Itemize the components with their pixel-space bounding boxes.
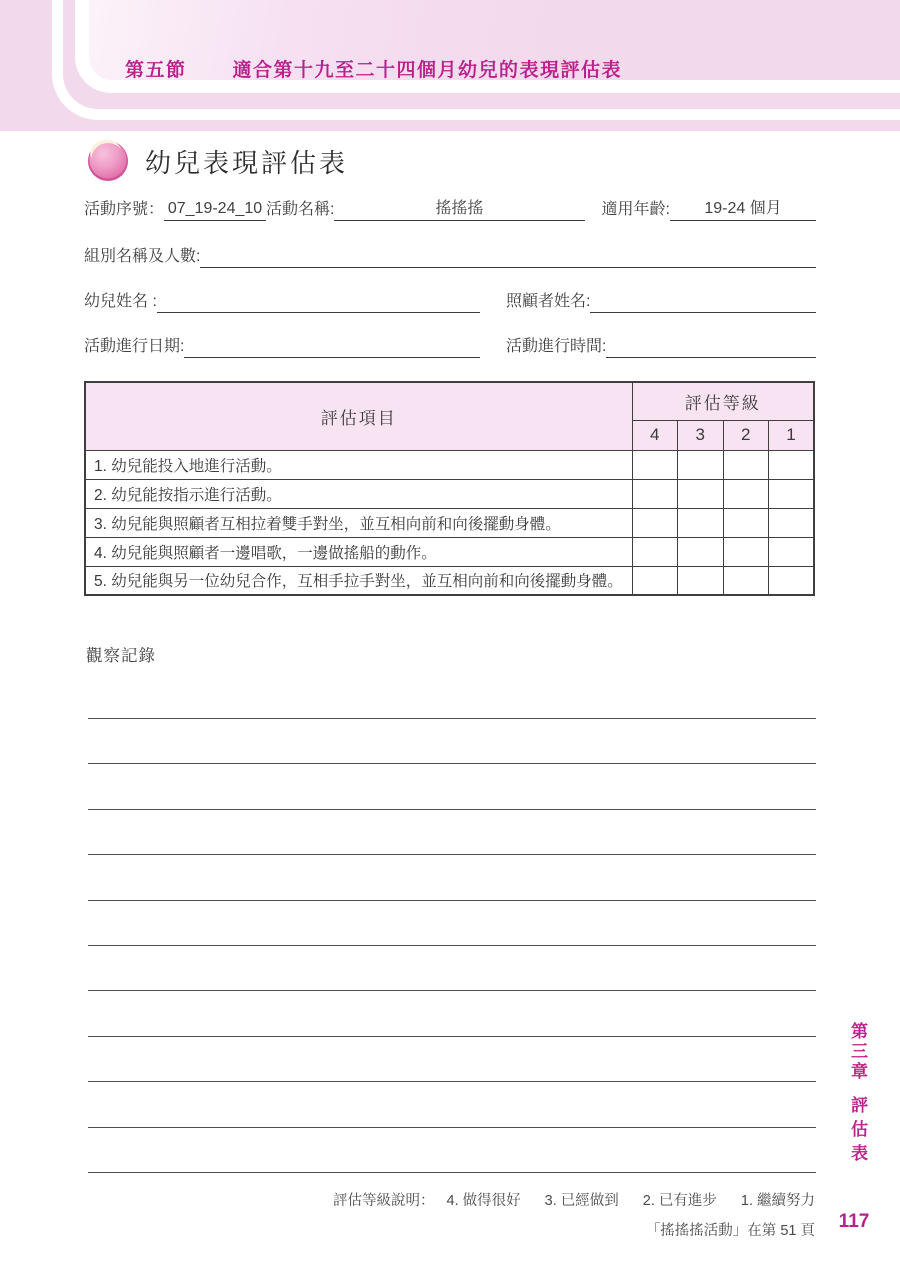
form-title-row — [86, 139, 348, 183]
grade-column-header: 1 — [769, 420, 815, 450]
assessment-row — [85, 566, 814, 595]
assessment-item-text: 2. 幼兒能按指示進行活動。 — [85, 479, 632, 508]
grade-checkbox-cell — [632, 508, 678, 537]
legend-item: 3. 已經做到 — [544, 1193, 619, 1209]
writing-line — [88, 1172, 816, 1173]
activity-name-field: 搖搖搖 — [334, 198, 584, 221]
writing-line — [88, 1036, 816, 1037]
grade-checkbox-cell — [769, 479, 815, 508]
grade-checkbox-cell — [632, 479, 678, 508]
activity-name-label: 活動名稱: — [266, 201, 335, 218]
grade-checkbox-cell — [769, 566, 815, 595]
writing-line — [88, 990, 816, 991]
form-row-datetime — [84, 336, 816, 358]
grade-checkbox-cell — [723, 450, 769, 479]
writing-line — [88, 854, 816, 855]
grade-checkbox-cell — [678, 566, 724, 595]
grade-legend — [84, 1189, 815, 1210]
legend-item: 4. 做得很好 — [446, 1193, 521, 1209]
legend-item: 1. 繼續努力 — [740, 1193, 815, 1209]
grade-checkbox-cell — [723, 537, 769, 566]
legend-heading: 評估等級說明： — [333, 1193, 435, 1209]
writing-line — [88, 900, 816, 901]
assessment-item-text: 3. 幼兒能與照顧者互相拉着雙手對坐，並互相向前和向後擺動身體。 — [85, 508, 632, 537]
section-title: 適合第十九至二十四個月幼兒的表現評估表 — [232, 60, 623, 81]
writing-line — [88, 718, 816, 719]
form-row-names — [84, 291, 816, 313]
assessment-item-text: 5. 幼兒能與另一位幼兒合作，互相手拉手對坐，並互相向前和向後擺動身體。 — [85, 566, 632, 595]
page-number: 117 — [838, 1211, 870, 1232]
writing-line — [88, 1127, 816, 1128]
grade-checkbox-cell — [769, 537, 815, 566]
date-label: 活動進行日期: — [84, 338, 185, 355]
activity-no-field: 07_19-24_10 — [164, 198, 266, 221]
activity-reference: 「搖搖搖活動」在第 51 頁 — [645, 1223, 815, 1239]
date-field — [184, 336, 480, 358]
activity-no-label: 活動序號： — [84, 201, 165, 218]
side-tab-chapter: 第三章 — [848, 1022, 867, 1082]
section-number: 第五節 — [125, 60, 187, 81]
grade-checkbox-cell — [678, 508, 724, 537]
caregiver-label: 照顧者姓名: — [506, 293, 591, 310]
age-label: 適用年齡: — [601, 201, 670, 218]
assessment-row — [85, 479, 814, 508]
page-title: 幼兒表現評估表 — [145, 147, 349, 178]
grade-checkbox-cell — [723, 508, 769, 537]
writing-line — [88, 763, 816, 764]
grade-column-header: 3 — [678, 420, 724, 450]
grade-checkbox-cell — [678, 450, 724, 479]
assessment-table — [84, 381, 815, 596]
grade-checkbox-cell — [678, 479, 724, 508]
grade-checkbox-cell — [723, 479, 769, 508]
chapter-header-text — [125, 55, 622, 82]
assessment-item-text: 4. 幼兒能與照顧者一邊唱歌，一邊做搖船的動作。 — [85, 537, 632, 566]
group-label: 組別名稱及人數: — [84, 248, 201, 265]
grade-checkbox-cell — [632, 566, 678, 595]
writing-line — [88, 809, 816, 810]
table-header-items: 評估項目 — [85, 382, 632, 450]
assessment-row — [85, 450, 814, 479]
grade-column-header: 2 — [723, 420, 769, 450]
grade-column-header: 4 — [632, 420, 678, 450]
time-field — [606, 336, 816, 358]
child-name-field — [157, 291, 480, 313]
child-name-label: 幼兒姓名 : — [84, 293, 157, 310]
table-header-grades: 評估等級 — [632, 382, 814, 420]
observation-label: 觀察記錄 — [86, 647, 156, 665]
grade-checkbox-cell — [678, 537, 724, 566]
time-label: 活動進行時間: — [506, 338, 607, 355]
grade-checkbox-cell — [723, 566, 769, 595]
writing-line — [88, 945, 816, 946]
form-row-group — [84, 246, 816, 268]
grade-checkbox-cell — [769, 450, 815, 479]
legend-item: 2. 已有進步 — [642, 1193, 717, 1209]
grade-checkbox-cell — [632, 537, 678, 566]
pearl-bullet-icon — [86, 139, 130, 183]
grade-checkbox-cell — [632, 450, 678, 479]
assessment-row — [85, 537, 814, 566]
group-field — [200, 246, 816, 268]
chapter-header-band — [0, 0, 900, 131]
assessment-item-text: 1. 幼兒能投入地進行活動。 — [85, 450, 632, 479]
age-field: 19-24 個月 — [670, 198, 816, 221]
writing-line — [88, 1081, 816, 1082]
form-row-activity — [84, 198, 816, 221]
caregiver-field — [590, 291, 816, 313]
assessment-row — [85, 508, 814, 537]
chapter-side-tab — [845, 1022, 870, 1168]
side-tab-label: 評估表 — [848, 1096, 867, 1168]
grade-checkbox-cell — [769, 508, 815, 537]
